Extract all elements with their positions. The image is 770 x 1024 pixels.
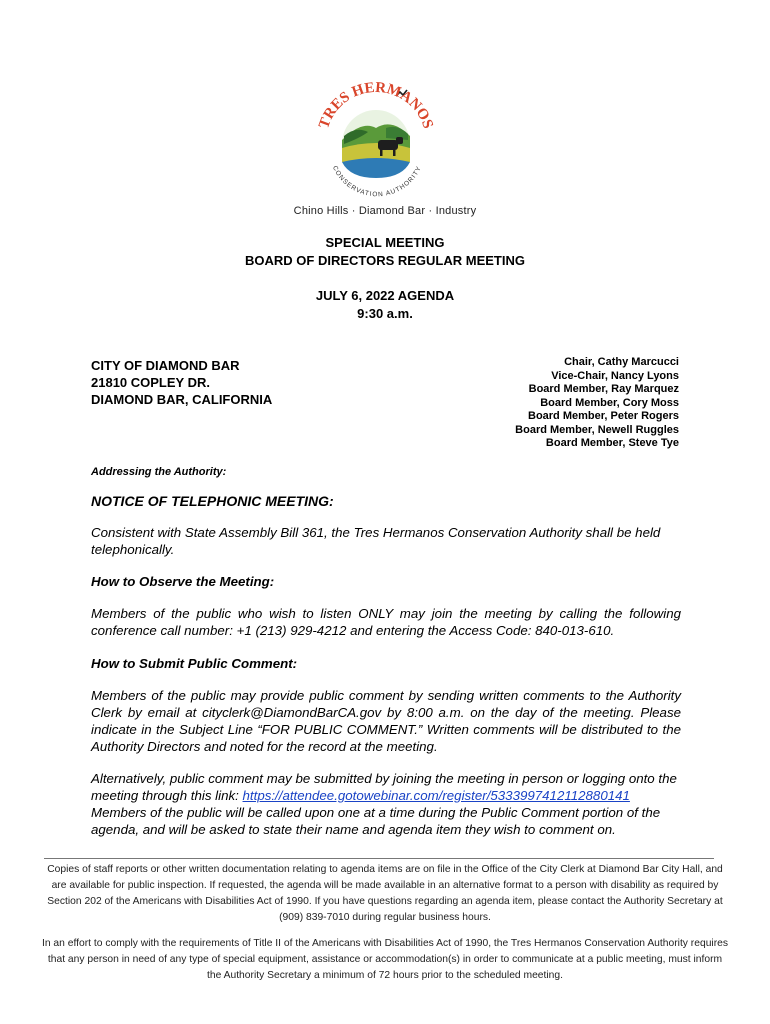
member-cities: Chino Hills · Diamond Bar · Industry: [293, 205, 477, 217]
addressing-label: Addressing the Authority:: [91, 466, 227, 478]
notice-heading: NOTICE OF TELEPHONIC MEETING:: [91, 493, 334, 509]
meeting-location: [91, 357, 272, 408]
comment-online-intro: Alternatively, public comment may be submitted by joining the meeting in person or logging onto the meeting through this link:: [91, 771, 677, 803]
board-member: Board Member, Ray Marquez: [528, 383, 679, 395]
board-member: Board Member, Steve Tye: [545, 437, 679, 449]
footer-ada-notice: In an effort to comply with the requirements of Title II of the Americans with Disabilities Act of 1990, the Tres Hermanos Conservation Authority requires that any person in need of any type of special equipment, assistance or accommodation(s) in order to communicate at a public meeting, must inform the Authority Secretary a minimum of 72 hours prior to the scheduled meeting.: [41, 938, 729, 981]
location-line: CITY OF DIAMOND BAR: [91, 358, 240, 373]
board-member: Board Member, Cory Moss: [540, 396, 679, 409]
tres-hermanos-logo: [312, 80, 440, 200]
board-members-list: [515, 356, 679, 451]
comment-online-instructions: Members of the public will be called upon one at a time during the Public Comment portion of the agenda, and will be asked to state their name and agenda item they wish to comment on.: [91, 805, 661, 837]
meeting-type-heading: SPECIAL MEETING: [325, 235, 445, 250]
board-member: Board Member, Newell Ruggles: [515, 423, 679, 436]
webinar-link[interactable]: https://attendee.gotowebinar.com/register/5333997412112880141: [242, 788, 630, 803]
location-line: 21810 COPLEY DR.: [91, 375, 210, 390]
board-member: Vice-Chair, Nancy Lyons: [551, 369, 679, 382]
notice-text: Consistent with State Assembly Bill 361, the Tres Hermanos Conservation Authority shall be held telephonically.: [91, 525, 661, 557]
logo-title: TRES HERMANOS: [316, 80, 436, 131]
comment-text-online: [91, 770, 681, 838]
agenda-date-heading: JULY 6, 2022 AGENDA: [315, 288, 455, 303]
location-line: DIAMOND BAR, CALIFORNIA: [91, 392, 273, 407]
footer-divider: [44, 858, 714, 859]
board-member: Board Member, Peter Rogers: [528, 410, 679, 422]
meeting-title-heading: BOARD OF DIRECTORS REGULAR MEETING: [245, 253, 525, 268]
logo-emblem-icon: [312, 80, 440, 200]
agenda-time-heading: 9:30 a.m.: [357, 306, 413, 321]
comment-heading: How to Submit Public Comment:: [91, 656, 298, 671]
observe-heading: How to Observe the Meeting:: [91, 574, 275, 589]
board-member: Chair, Cathy Marcucci: [564, 356, 679, 368]
logo-subtitle: CONSERVATION AUTHORITY: [330, 164, 424, 199]
comment-text-email: Members of the public may provide public comment by sending written comments to the Authority Clerk by email at cityclerk@DiamondBarCA.gov by 8:00 a.m. on the day of the meeting. Please indicate in the Subject Line “FOR PUBLIC COMMENT.” Written comments will be distributed to the Authority Directors and noted for the record at the meeting.: [91, 688, 681, 754]
footer-public-records: Copies of staff reports or other written documentation relating to agenda items are on file in the Office of the City Clerk at Diamond Bar City Hall, and are available for public inspection. If requested, the agenda will be made available in an alternative format to a person with disability as required by Section 202 of the Americans with Disabilities Act of 1990. If you have questions regarding an agenda item, please contact the Authority Secretary at (909) 839-7010 during regular business hours.: [47, 864, 723, 923]
observe-text: Members of the public who wish to listen ONLY may join the meeting by calling the following conference call number: +1 (213) 929-4212 and entering the Access Code: 840-013-610.: [91, 606, 681, 638]
